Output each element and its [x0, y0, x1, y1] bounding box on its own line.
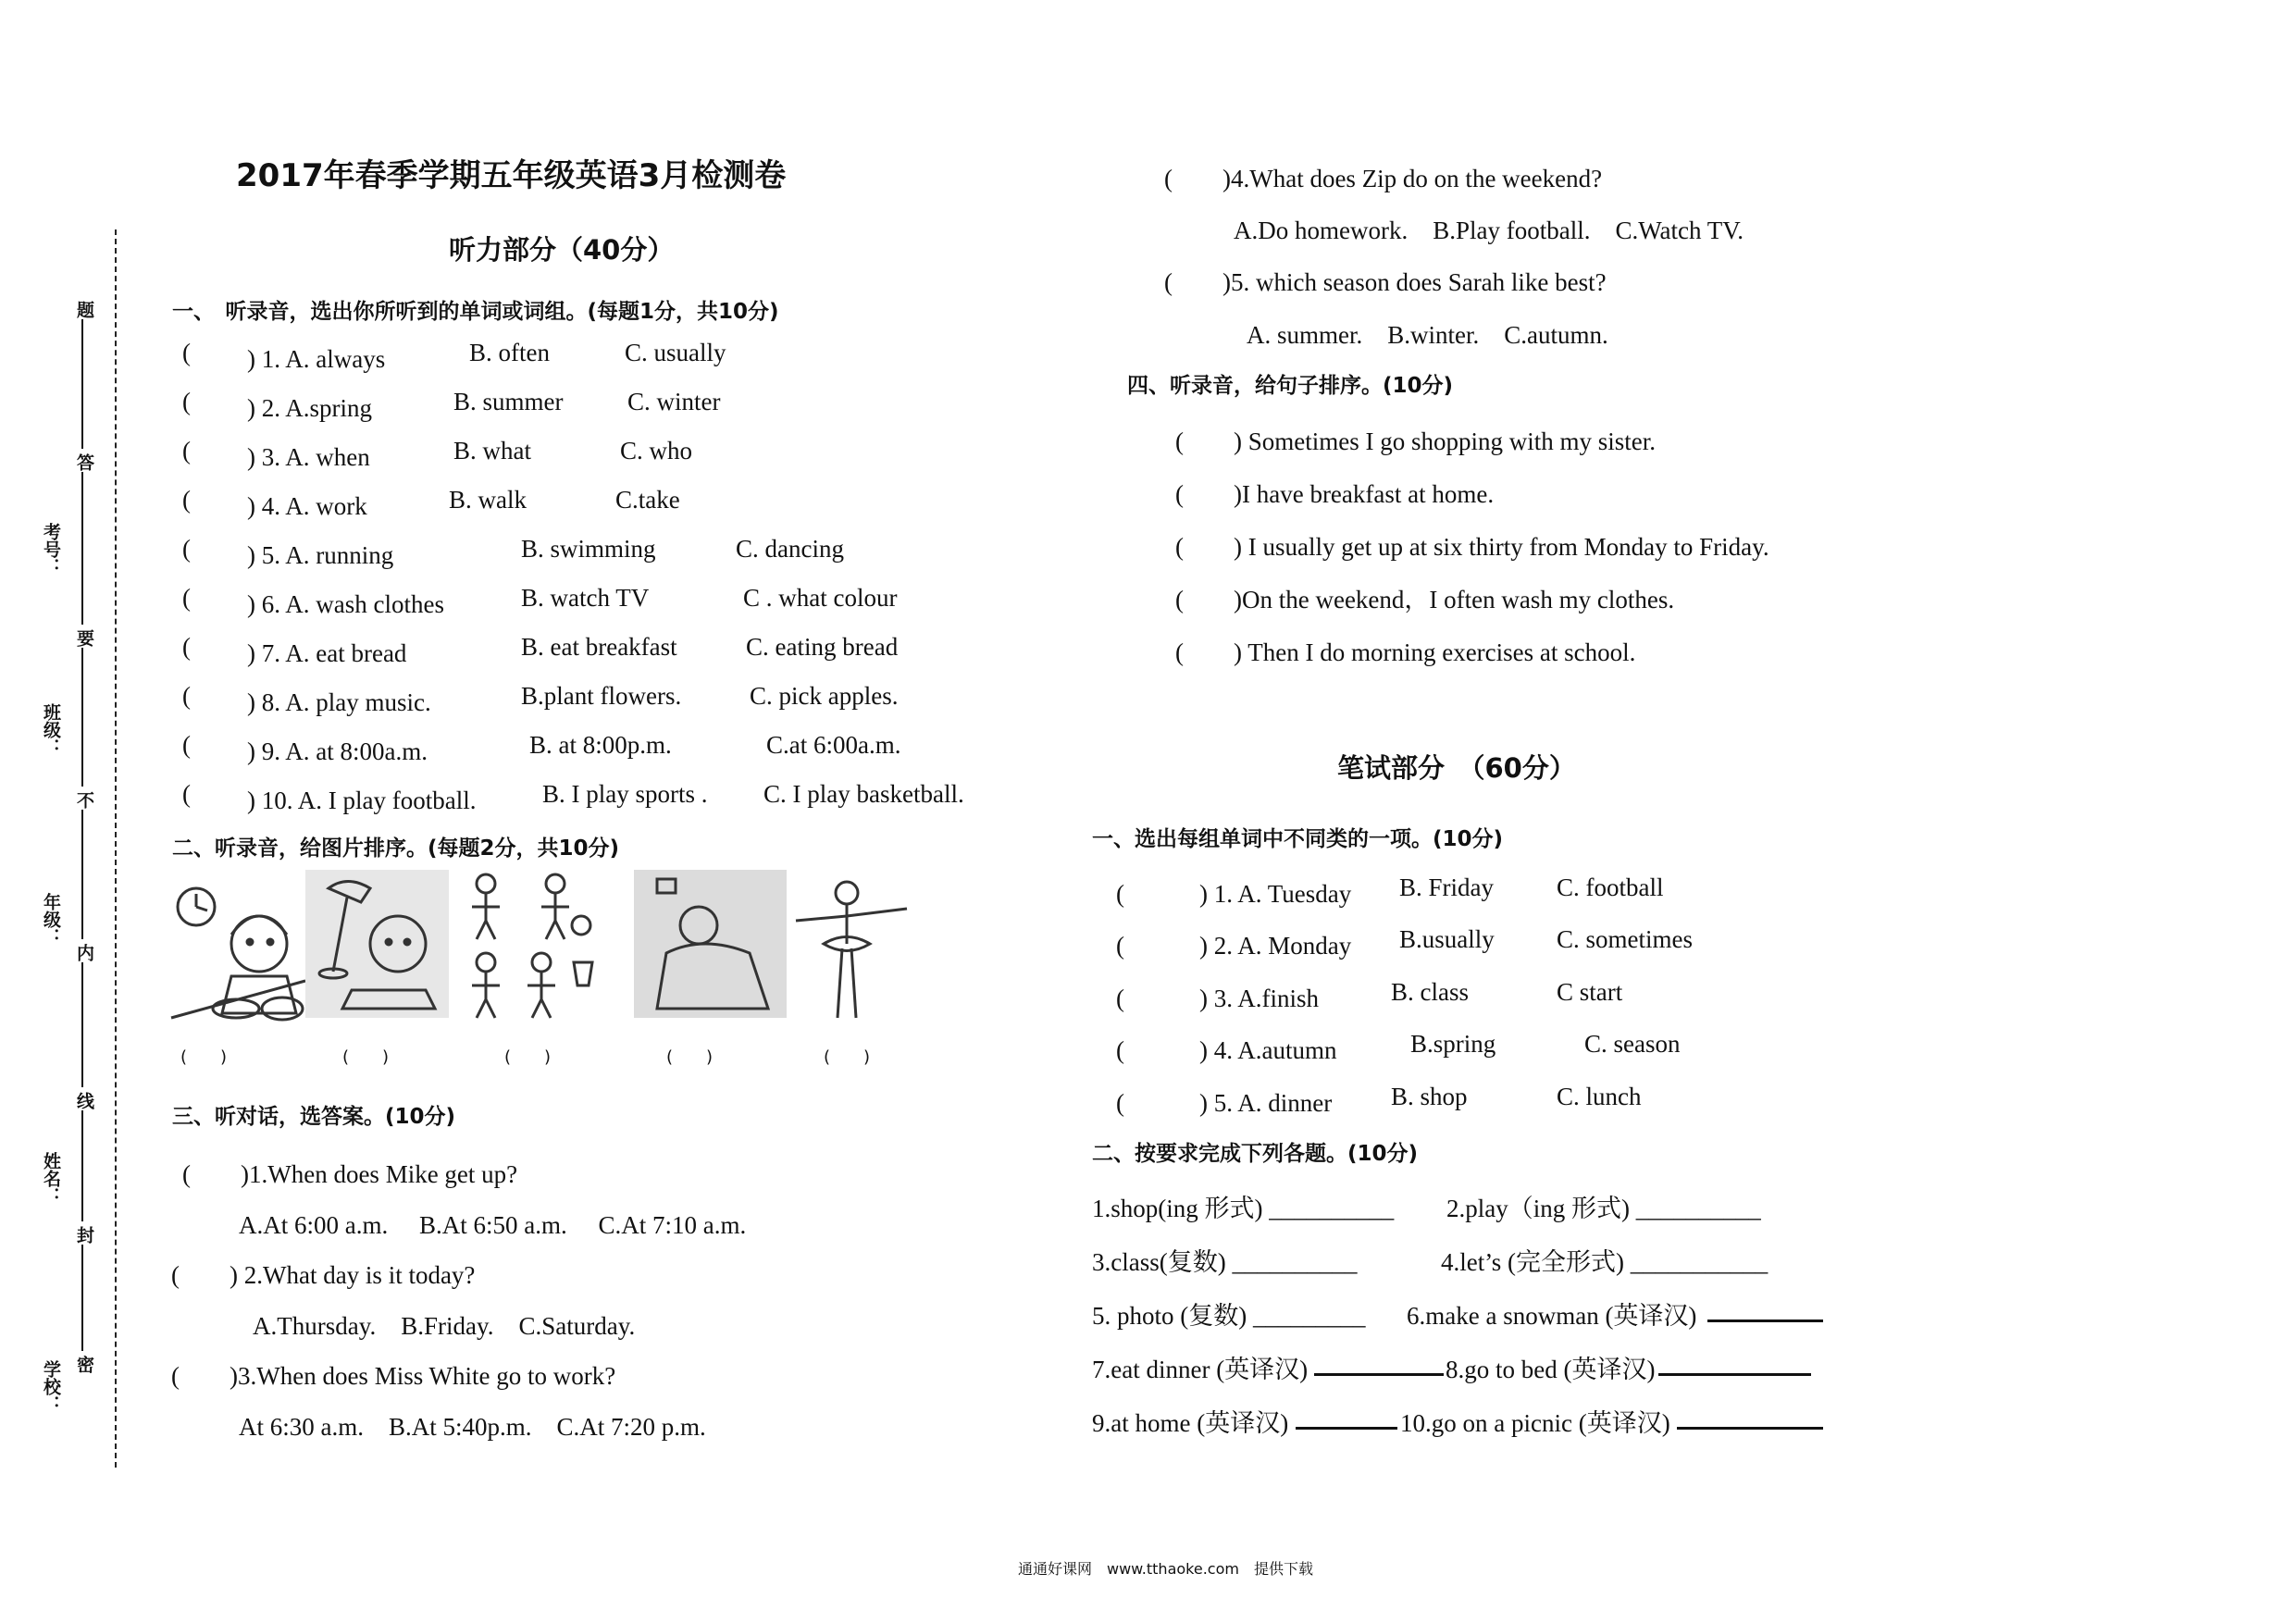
option-c: C. I play basketball.: [763, 780, 964, 808]
class-label: 班级：: [41, 703, 61, 756]
question-item: ( ) 3. A.finish: [1116, 985, 1319, 1012]
question-item: ) 1. A. always: [222, 345, 386, 373]
answer-line[interactable]: [1677, 1427, 1823, 1430]
seal-char: 答: [74, 453, 94, 471]
question-item: ) 3. A. when: [222, 443, 370, 471]
sentence-item: ( ) Then I do morning exercises at school.: [1175, 638, 1636, 666]
answer-options: A. summer. B.winter. C.autumn.: [1247, 321, 1608, 349]
order-blank[interactable]: ( ): [824, 1047, 871, 1067]
option-b: B.usually: [1399, 925, 1495, 953]
fill-item: 4.let’s (完全形式) ___________: [1441, 1248, 1769, 1276]
section-header: 一、选出每组单词中不同类的一项。(10分): [1092, 827, 1504, 851]
option-c: C. usually: [625, 339, 726, 366]
question-item: ( )1.When does Mike get up?: [182, 1160, 518, 1188]
option-c: C start: [1557, 978, 1623, 1006]
question-item: ( ) 2.What day is it today?: [171, 1261, 476, 1289]
paren: (: [182, 780, 191, 808]
option-b: B. often: [469, 339, 550, 366]
paren: (: [182, 535, 191, 563]
order-blank[interactable]: ( ): [666, 1047, 714, 1067]
option-c: C. dancing: [736, 535, 844, 563]
fill-item: 7.eat dinner (英译汉): [1092, 1356, 1309, 1383]
answer-options: A.At 6:00 a.m. B.At 6:50 a.m. C.At 7:10 a.m.: [239, 1211, 747, 1239]
answer-line[interactable]: [1314, 1373, 1444, 1376]
question-item: ) 5. A. running: [222, 541, 394, 569]
school-label: 学校：: [41, 1360, 61, 1413]
question-item: ) 9. A. at 8:00a.m.: [222, 737, 428, 765]
answer-options: A.Thursday. B.Friday. C.Saturday.: [253, 1312, 636, 1340]
fill-item: 9.at home (英译汉): [1092, 1409, 1289, 1437]
picture-strip: [167, 870, 916, 1046]
seal-char: 内: [74, 944, 94, 961]
option-b: B. summer: [453, 388, 564, 415]
paren: (: [182, 731, 191, 759]
question-item: ( ) 4. A.autumn: [1116, 1036, 1337, 1064]
fill-item: 5. photo (复数) _________: [1092, 1302, 1366, 1330]
option-c: C. sometimes: [1557, 925, 1693, 953]
section-header: 三、听对话，选答案。(10分): [172, 1105, 456, 1129]
option-c: C. pick apples.: [750, 682, 899, 710]
sentence-item: ( ) I usually get up at six thirty from Monday to Friday.: [1175, 533, 1769, 561]
option-c: C. football: [1557, 873, 1664, 901]
paren: (: [182, 682, 191, 710]
fill-item: 10.go on a picnic (英译汉): [1400, 1409, 1670, 1437]
name-label: 姓名：: [41, 1152, 61, 1205]
option-c: C. eating bread: [746, 633, 899, 661]
question-item: ( ) 1. A. Tuesday: [1116, 880, 1352, 908]
question-item: ( )4.What does Zip do on the weekend?: [1164, 165, 1603, 192]
question-item: ( )3.When does Miss White go to work?: [171, 1362, 616, 1390]
option-c: C.at 6:00a.m.: [766, 731, 901, 759]
fill-item: 6.make a snowman (英译汉): [1407, 1302, 1697, 1330]
question-item: ) 8. A. play music.: [222, 688, 431, 716]
option-b: B. swimming: [521, 535, 656, 563]
listening-title: 听力部分（40分）: [449, 234, 675, 266]
sentence-item: ( )On the weekend，I often wash my clothes.: [1175, 586, 1675, 613]
seal-char: 题: [74, 301, 94, 318]
option-c: C.take: [615, 486, 680, 514]
question-item: ) 7. A. eat bread: [222, 639, 407, 667]
binding-dashed-line: [115, 229, 117, 1468]
option-b: B.plant flowers.: [521, 682, 682, 710]
option-b: B. eat breakfast: [521, 633, 677, 661]
fill-item: 1.shop(ing 形式) __________: [1092, 1195, 1395, 1222]
option-b: B. class: [1391, 978, 1469, 1006]
seal-char: 封: [74, 1226, 94, 1244]
question-item: ) 6. A. wash clothes: [222, 590, 444, 618]
option-c: C. lunch: [1557, 1083, 1642, 1110]
question-item: ( )5. which season does Sarah like best?: [1164, 268, 1607, 296]
option-c: C. who: [620, 437, 693, 465]
option-b: B. I play sports .: [542, 780, 708, 808]
order-blank[interactable]: ( ): [342, 1047, 390, 1067]
option-c: C. winter: [627, 388, 721, 415]
question-item: ) 4. A. work: [222, 492, 367, 520]
section-header: 一、 听录音，选出你所听到的单词或词组。(每题1分，共10分): [172, 300, 779, 324]
writing-title: 笔试部分 （60分）: [1337, 752, 1576, 784]
seal-char: 要: [74, 629, 94, 647]
exam-no-label: 考号：: [41, 523, 61, 576]
option-b: B.spring: [1410, 1030, 1496, 1058]
section-header: 二、听录音，给图片排序。(每题2分，共10分): [172, 836, 620, 861]
option-b: B. at 8:00p.m.: [529, 731, 672, 759]
grade-label: 年级：: [41, 893, 61, 946]
seal-char: 密: [74, 1356, 94, 1373]
option-b: B. what: [453, 437, 531, 465]
fill-item: 3.class(复数) __________: [1092, 1248, 1358, 1276]
paren: (: [182, 486, 191, 514]
picture-dancing: [796, 882, 907, 1018]
question-item: ) 10. A. I play football.: [222, 787, 477, 814]
seal-char: 不: [74, 791, 94, 809]
sentence-item: ( ) Sometimes I go shopping with my sister.: [1175, 427, 1656, 455]
fill-item: 8.go to bed (英译汉): [1446, 1356, 1656, 1383]
option-b: B. watch TV: [521, 584, 650, 612]
answer-options: A.Do homework. B.Play football. C.Watch TV.: [1234, 217, 1744, 244]
picture-homework: [305, 870, 449, 1018]
picture-sports: [472, 874, 592, 1018]
order-blank[interactable]: ( ): [504, 1047, 552, 1067]
paren: (: [182, 339, 191, 366]
answer-line[interactable]: [1658, 1373, 1811, 1376]
option-b: B. walk: [449, 486, 527, 514]
question-item: ( ) 5. A. dinner: [1116, 1089, 1333, 1117]
question-item: ) 2. A.spring: [222, 394, 372, 422]
answer-line[interactable]: [1707, 1319, 1823, 1322]
footer-source: 通通好课网 www.tthaoke.com 提供下载: [1018, 1560, 1313, 1578]
page-title: 2017年春季学期五年级英语3月检测卷: [236, 157, 787, 194]
answer-line[interactable]: [1296, 1427, 1397, 1430]
option-b: B. shop: [1391, 1083, 1468, 1110]
option-b: B. Friday: [1399, 873, 1495, 901]
paren: (: [182, 633, 191, 661]
order-blank[interactable]: ( ): [180, 1047, 228, 1067]
picture-breakfast: [171, 888, 305, 1020]
picture-bed: [634, 870, 787, 1018]
sentence-item: ( )I have breakfast at home.: [1175, 480, 1495, 508]
section-header: 四、听录音，给句子排序。(10分): [1127, 374, 1454, 398]
fill-item: 2.play（ing 形式) __________: [1446, 1195, 1761, 1222]
paren: (: [182, 437, 191, 465]
seal-char: 线: [74, 1092, 94, 1109]
answer-options: At 6:30 a.m. B.At 5:40p.m. C.At 7:20 p.m.: [239, 1413, 706, 1441]
paren: (: [182, 388, 191, 415]
paren: (: [182, 584, 191, 612]
question-item: ( ) 2. A. Monday: [1116, 932, 1352, 960]
section-header: 二、按要求完成下列各题。(10分): [1092, 1142, 1419, 1166]
option-c: C . what colour: [743, 584, 898, 612]
option-c: C. season: [1584, 1030, 1681, 1058]
